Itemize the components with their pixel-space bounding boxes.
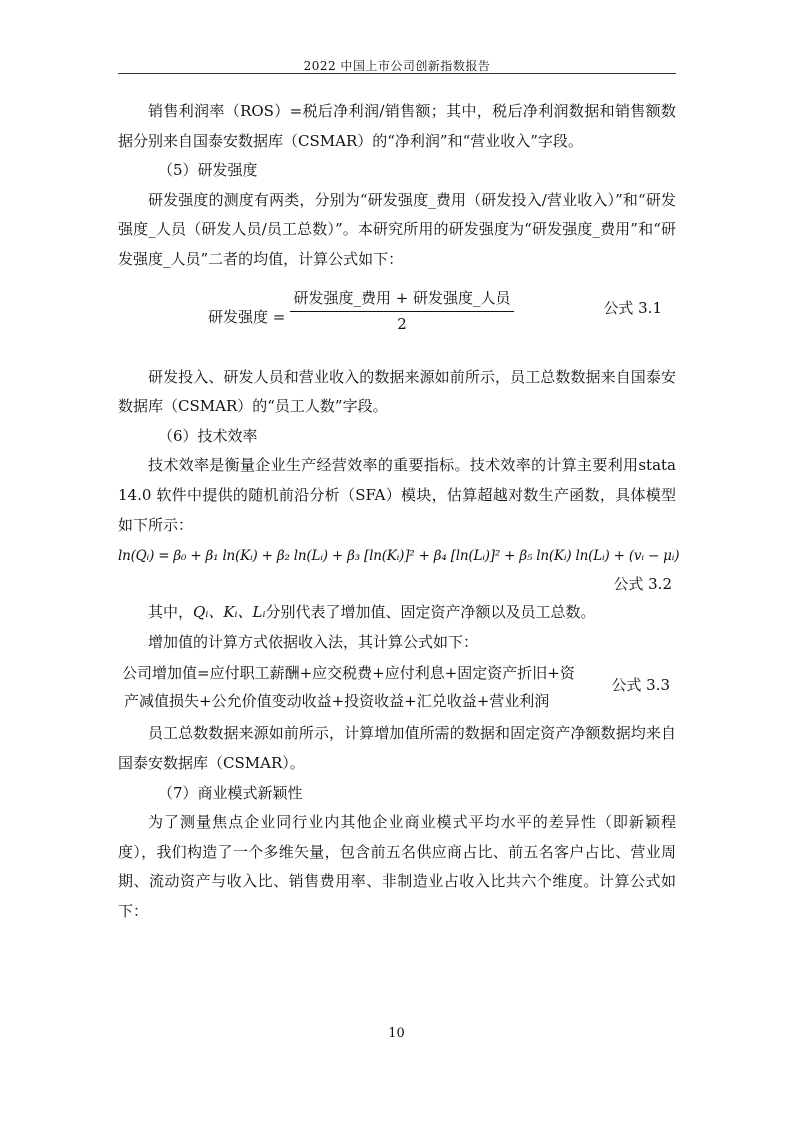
formula-3-1 bbox=[118, 287, 676, 349]
heading-tech-efficiency: （6）技术效率 bbox=[158, 426, 258, 445]
variables-prefix: 其中， bbox=[148, 603, 194, 622]
variables-symbols: Qᵢ、Kᵢ、Lᵢ bbox=[193, 603, 266, 622]
formula-3-1-lhs: 研发强度 = bbox=[208, 307, 286, 326]
formula-3-2-expression: ln(Qᵢ) = β₀ + β₁ ln(Kᵢ) + β₂ ln(Lᵢ) + β₃ [ln(Kᵢ)]² + β₄ [ln(Lᵢ)]² + β₅ ln(Kᵢ) ln(Lᵢ) + (vᵢ − μᵢ) bbox=[118, 548, 680, 565]
paragraph-data-source: 研发投入、研发人员和营业收入的数据来源如前所示，员工总数数据来自国泰安数据库（CSMAR）的“员工人数”字段。 bbox=[118, 367, 676, 416]
paragraph-variables bbox=[118, 598, 676, 628]
page-number: 10 bbox=[388, 1026, 405, 1041]
paragraph-employee-source: 员工总数数据来源如前所示，计算增加值所需的数据和固定资产净额数据均来自国泰安数据库（CSMAR）。 bbox=[118, 724, 676, 772]
formula-3-2-label: 公式 3.2 bbox=[613, 575, 672, 594]
heading-business-model: （7）商业模式新颖性 bbox=[158, 783, 303, 802]
formula-3-1-label: 公式 3.1 bbox=[603, 298, 662, 317]
formula-3-3-line1: 公司增加值=应付职工薪酬+应交税费+应付利息+固定资产折旧+资 bbox=[122, 664, 575, 683]
formula-3-1-denominator: 2 bbox=[397, 314, 407, 333]
page-body bbox=[118, 97, 680, 926]
formula-3-3 bbox=[118, 659, 676, 717]
formula-3-1-numerator: 研发强度_费用 + 研发强度_人员 bbox=[290, 287, 514, 312]
page-header: 2022 中国上市公司创新指数报告 bbox=[303, 59, 491, 73]
paragraph-tech-efficiency: 技术效率是衡量企业生产经营效率的重要指标。技术效率的计算主要利用stata 14.0 软件中提供的随机前沿分析（SFA）模块，估算超越对数生产函数，具体模型如下所示： bbox=[118, 456, 676, 534]
formula-3-1-fraction bbox=[290, 287, 514, 333]
variables-suffix: 分别代表了增加值、固定资产净额以及员工总数。 bbox=[265, 603, 596, 622]
paragraph-value-added: 增加值的计算方式依据收入法，其计算公式如下： bbox=[148, 632, 479, 651]
paragraph-rd-intensity: 研发强度的测度有两类，分别为“研发强度_费用（研发投入/营业收入）”和“研发强度_人员（研发人员/员工总数）”。本研究所用的研发强度为“研发强度_费用”和“研发强度_人员”二者的均值，计算公式如下： bbox=[118, 190, 676, 268]
formula-3-3-line2: 产减值损失+公允价值变动收益+投资收益+汇兑收益+营业利润 bbox=[124, 692, 550, 711]
formula-3-3-label: 公式 3.3 bbox=[611, 676, 670, 695]
heading-rd-intensity: （5）研发强度 bbox=[158, 161, 258, 180]
header-divider bbox=[118, 73, 676, 74]
paragraph-business-model: 为了测量焦点企业同行业内其他企业商业模式平均水平的差异性（即新颖程度），我们构造了一个多维矢量，包含前五名供应商占比、前五名客户占比、营业周期、流动资产与收入比、销售费用率、非制造业占收入比共六个维度。计算公式如下： bbox=[118, 813, 676, 920]
paragraph-ros: 销售利润率（ROS）=税后净利润/销售额；其中，税后净利润数据和销售额数据分别来自国泰安数据库（CSMAR）的“净利润”和“营业收入”字段。 bbox=[118, 102, 676, 150]
